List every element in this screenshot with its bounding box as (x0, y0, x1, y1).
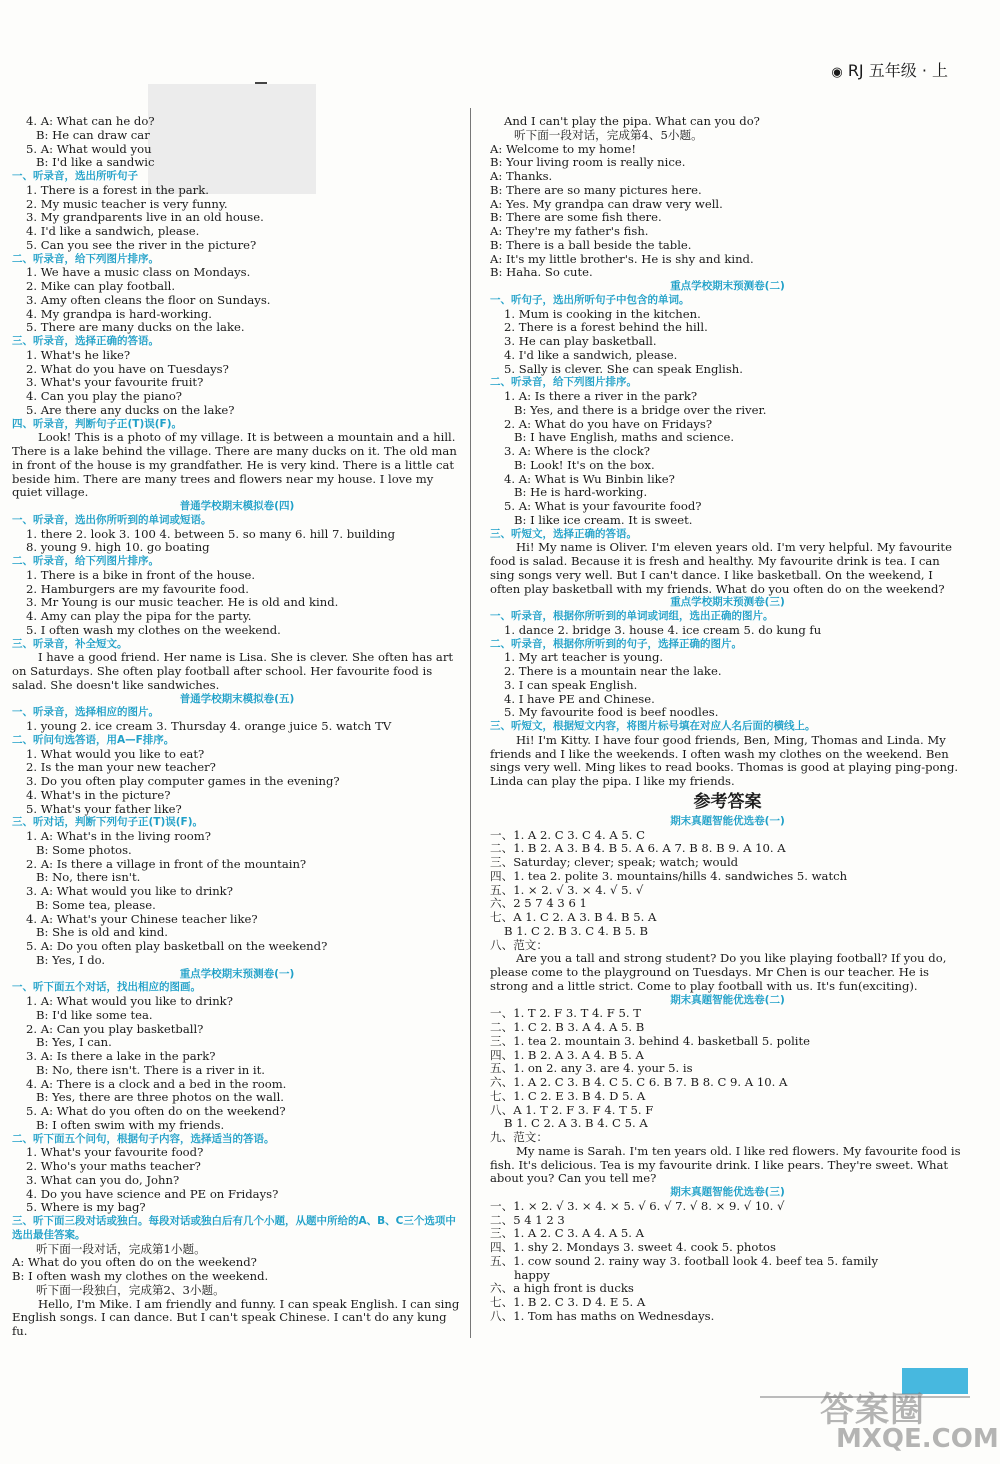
right-line: 一、听录音，根据你所听到的单词或词组，选出正确的图片。 (490, 610, 774, 622)
right-line: 期末真题智能优选卷(三) (670, 1186, 785, 1198)
left-line: 3. A: Is there a lake in the park? (26, 1050, 216, 1063)
left-line: 1. What's your favourite food? (26, 1146, 204, 1160)
left-line: 2. Is the man your new teacher? (26, 761, 216, 775)
right-line: Are you a tall and strong student? Do you like playing football? If you do, please come to the playground on Tuesdays. Mr Chen is our teacher. He is strong and a little strict. Come to play football with us. It's fun(exciting). (490, 952, 947, 993)
right-line: And I can't play the pipa. What can you do? (504, 115, 760, 128)
right-line: Hi! My name is Oliver. I'm eleven years old. I'm very helpful. My favourite food is salad. Because it is fresh and healthy. My favourite drink is tea. I can sing songs very well. But I can't dance. I like basketball. On the weekend, I often play basketball with my friends. What do you often do on the weekend? (490, 541, 952, 596)
right-line: 七、A 1. C 2. A 3. B 4. B 5. A (490, 911, 657, 924)
right-line: happy (514, 1268, 550, 1282)
left-line: 3. Do you often play computer games in the evening? (26, 775, 340, 788)
left-line: 1. there 2. look 3. 100 4. between 5. so many 6. hill 7. building (26, 527, 396, 541)
left-line: B: Some tea, please. (36, 898, 156, 912)
right-line: 一、1. A 2. C 3. C 4. A 5. C (490, 828, 646, 842)
right-line: 2. There is a mountain near the lake. (504, 665, 722, 678)
left-line: 四、听录音，判断句子正(T)误(F)。 (12, 417, 183, 430)
left-line: 听下面一段独白，完成第2、3小题。 (36, 1283, 225, 1297)
right-line: 3. He can play basketball. (504, 335, 657, 348)
left-line: 三、听录音，补全短文。 (12, 637, 128, 650)
right-line: B: There are some fish there. (490, 211, 662, 225)
left-line: 三、听对话，判断下列句子正(T)误(F)。 (12, 816, 204, 829)
left-line: 4. A: What's your Chinese teacher like? (26, 912, 258, 926)
watermark-site: MXQE.COM (836, 1424, 999, 1454)
right-line: B 1. C 2. A 3. B 4. C 5. A (504, 1117, 648, 1131)
right-line: 4. A: What is Wu Binbin like? (504, 472, 675, 486)
right-line: 期末真题智能优选卷(二) (670, 993, 785, 1006)
left-line: 3. A: What would you like to drink? (26, 885, 233, 898)
left-line: 2. Mike can play football. (26, 280, 176, 293)
right-line: 六、a high front is ducks (490, 1282, 634, 1296)
left-line: 二、听下面五个问句，根据句子内容，选择适当的答语。 (12, 1132, 275, 1145)
left-line: 4. Can you play the piano? (26, 390, 183, 403)
right-line: A: Thanks. (490, 170, 553, 183)
right-line: 三、1. tea 2. mountain 3. behind 4. basketball 5. polite (490, 1034, 811, 1048)
right-line: 1. A: Is there a river in the park? (504, 390, 698, 403)
watermark-logo: 答案圈 (820, 1390, 925, 1430)
right-line: 3. I can speak English. (504, 678, 638, 692)
left-line: 三、听下面三段对话或独白。每段对话或独白后有几个小题，从题中所给的A、B、C三个选项中选出最佳答案。 (12, 1215, 456, 1241)
left-line: 5. A: What would you (26, 142, 152, 156)
left-line: B: I'd like a sandwic (36, 156, 155, 170)
left-line: 5. There are many ducks on the lake. (26, 321, 245, 335)
left-line: 三、听录音，选择正确的答语。 (12, 335, 159, 347)
left-line: 2. My music teacher is very funny. (26, 197, 228, 211)
right-line: 重点学校期末预测卷(二) (670, 280, 785, 292)
column-divider (470, 108, 471, 1338)
right-line: 八、1. Tom has maths on Wednesdays. (490, 1309, 715, 1323)
left-line: 5. Are there any ducks on the lake? (26, 403, 235, 417)
left-line: 2. What do you have on Tuesdays? (26, 362, 229, 376)
right-line: 四、1. B 2. A 3. A 4. B 5. A (490, 1048, 644, 1062)
left-line: 4. I'd like a sandwich, please. (26, 225, 200, 238)
left-line: 1. young 2. ice cream 3. Thursday 4. orange juice 5. watch TV (26, 720, 392, 733)
left-line: 一、听录音，选择相应的图片。 (12, 706, 159, 719)
right-line: B: Yes, and there is a bridge over the river. (514, 403, 767, 417)
right-line: 5. My favourite food is beef noodles. (504, 706, 719, 720)
right-line: 五、1. on 2. any 3. are 4. your 5. is (490, 1062, 693, 1076)
left-line: A: What do you often do on the weekend? (12, 1256, 257, 1270)
left-line: 8. young 9. high 10. go boating (26, 541, 210, 555)
left-line: B: Yes, I do. (36, 953, 106, 967)
right-line: 五、1. cow sound 2. rainy way 3. football look 4. beef tea 5. family (490, 1254, 879, 1268)
right-line: 3. A: Where is the clock? (504, 445, 650, 458)
right-line: 1. Mum is cooking in the kitchen. (504, 307, 701, 321)
left-line: B: I often wash my clothes on the weekend. (12, 1270, 269, 1283)
right-line: 一、1. T 2. F 3. T 4. F 5. T (490, 1007, 641, 1021)
left-line: B: I often swim with my friends. (36, 1118, 225, 1132)
left-line: 二、听录音，给下列图片排序。 (12, 555, 159, 567)
left-line: 一、听录音，选出你所听到的单词或短语。 (12, 513, 212, 526)
left-line: 1. We have a music class on Mondays. (26, 266, 251, 280)
right-line: 一、1. × 2. √ 3. × 4. × 5. √ 6. √ 7. √ 8. × 9. √ 10. √ (490, 1199, 785, 1213)
left-line: B: No, there isn't. There is a river in it. (36, 1063, 265, 1077)
right-line: 八、A 1. T 2. F 3. F 4. T 5. F (490, 1103, 654, 1117)
left-line: 5. Can you see the river in the picture? (26, 238, 257, 252)
right-line: B: There are so many pictures here. (490, 183, 702, 197)
right-line: 六、2 5 7 4 3 6 1 (490, 897, 587, 911)
left-line: 1. A: What would you like to drink? (26, 995, 233, 1008)
left-line: Hello, I'm Mike. I am friendly and funny. I can speak English. I can sing English songs. I can dance. But I can't speak Chinese. I can't do any kung fu. (12, 1297, 460, 1338)
right-line: B: There is a ball beside the table. (490, 238, 692, 252)
right-line: B: Your living room is really nice. (490, 156, 686, 170)
left-line: 2. A: Is there a village in front of the mountain? (26, 857, 307, 871)
right-line: 期末真题智能优选卷(一) (670, 814, 785, 827)
left-line: 1. A: What's in the living room? (26, 830, 211, 843)
right-line: 三、听短文，根据短文内容，将图片标号填在对应人名后面的横线上。 (490, 720, 816, 732)
right-line: B 1. C 2. B 3. C 4. B 5. B (504, 924, 648, 938)
right-line: B: Look! It's on the box. (514, 458, 655, 472)
left-line: 普通学校期末模拟卷(五) (179, 692, 295, 705)
left-line: 一、听下面五个对话，找出相应的图画。 (12, 981, 201, 994)
left-line: B: Some photos. (36, 843, 132, 857)
left-line: B: Yes, there are three photos on the wall. (36, 1091, 284, 1105)
left-line: B: Yes, I can. (36, 1036, 112, 1050)
left-line: 一、听录音，选出所听句子 (12, 170, 138, 182)
page-header (831, 58, 948, 81)
left-line: 5. I often wash my clothes on the weekend. (26, 623, 281, 637)
right-line: 5. Sally is clever. She can speak English. (504, 362, 743, 376)
left-line: 3. Mr Young is our music teacher. He is old and kind. (26, 596, 339, 610)
left-line: 1. There is a forest in the park. (26, 183, 209, 197)
right-line: 2. There is a forest behind the hill. (504, 321, 708, 335)
right-line: 重点学校期末预测卷(三) (670, 596, 785, 609)
left-line: 3. What's your favourite fruit? (26, 376, 204, 390)
right-line: 4. I'd like a sandwich, please. (504, 348, 678, 362)
right-line: 六、1. A 2. C 3. B 4. C 5. C 6. B 7. B 8. C 9. A 10. A (490, 1076, 788, 1089)
right-line: B: I have English, maths and science. (514, 431, 735, 445)
right-line: A: It's my little brother's. He is shy and kind. (490, 252, 754, 266)
header-grade-label: RJ 五年级 · 上 (847, 61, 948, 80)
right-line: 参考答案 (693, 791, 762, 812)
left-column (12, 115, 462, 1339)
right-line: 三、1. A 2. C 3. A 4. A 5. A (490, 1227, 645, 1241)
right-line: B: Haha. So cute. (490, 266, 593, 280)
right-line: 九、范文： (490, 1131, 548, 1144)
left-line: 5. What's your father like? (26, 802, 182, 816)
left-line: 5. A: What do you often do on the weekend? (26, 1105, 286, 1118)
left-line: 3. Amy often cleans the floor on Sundays. (26, 293, 271, 307)
left-line: 二、听问句选答语，用A—F排序。 (12, 733, 175, 746)
left-line: 1. There is a bike in front of the house. (26, 568, 256, 582)
right-line: A: Yes. My grandpa can draw very well. (490, 197, 723, 211)
left-line: 2. A: Can you play basketball? (26, 1022, 204, 1036)
right-line: 二、1. C 2. B 3. A 4. A 5. B (490, 1021, 645, 1034)
right-line: 二、听录音，根据你所听到的句子，选择正确的图片。 (490, 637, 742, 650)
right-line: A: Welcome to my home! (490, 142, 637, 156)
left-line: 3. My grandparents live in an old house. (26, 211, 264, 225)
left-line: 4. A: There is a clock and a bed in the room. (26, 1077, 287, 1091)
left-line: 3. What can you do, John? (26, 1173, 180, 1187)
right-line: My name is Sarah. I'm ten years old. I like red flowers. My favourite food is fish. It's delicious. Tea is my favourite drink. I like pears. They're sweet. What about you? Can you tell me? (490, 1144, 961, 1186)
left-line: 二、听录音，给下列图片排序。 (12, 252, 159, 265)
left-line: 1. What's he like? (26, 348, 131, 362)
right-line: 五、1. × 2. √ 3. × 4. √ 5. √ (490, 883, 644, 897)
left-line: B: She is old and kind. (36, 926, 168, 940)
right-line: 四、1. shy 2. Mondays 3. sweet 4. cook 5. photos (490, 1241, 776, 1254)
right-column (490, 115, 965, 1324)
right-line: 二、5 4 1 2 3 (490, 1213, 565, 1227)
right-line: Hi! I'm Kitty. I have four good friends, Ben, Ming, Thomas and Linda. My friends and I like the weekends. I often wash my clothes on the weekend. Ben sings very well. Ming likes to read books. Thomas is good at playing ping-pong. Linda can play the pipa. I like my friends. (490, 733, 959, 788)
right-line: 七、1. B 2. C 3. D 4. E 5. A (490, 1296, 646, 1309)
left-line: B: No, there isn't. (36, 871, 141, 885)
right-line: 1. My art teacher is young. (504, 651, 664, 665)
right-line: 1. dance 2. bridge 3. house 4. ice cream 5. do kung fu (504, 623, 822, 637)
left-line: 4. What's in the picture? (26, 788, 171, 802)
left-line: 2. Hamburgers are my favourite food. (26, 582, 249, 596)
left-line: 2. Who's your maths teacher? (26, 1160, 201, 1173)
left-line: 重点学校期末预测卷(一) (179, 967, 295, 980)
left-line: B: I'd like some tea. (36, 1008, 153, 1022)
right-line: 三、听短文，选择正确的答语。 (490, 527, 637, 540)
right-line: 2. A: What do you have on Fridays? (504, 417, 713, 431)
left-line: I have a good friend. Her name is Lisa. She is clever. She often has art on Saturdays. She often play football after school. Her favourite food is salad. She doesn't like sandwiches. (12, 651, 454, 692)
left-line: 4. Amy can play the pipa for the party. (26, 610, 252, 623)
right-line: 四、1. tea 2. polite 3. mountains/hills 4. sandwiches 5. watch (490, 869, 848, 883)
left-line: Look! This is a photo of my village. It is between a mountain and a hill. There is a lake behind the village. There are many ducks on it. The old man in front of the house is my grandfather. He is very kind. There is a little cat beside him. There are many trees and flowers near my house. I love my quiet village. (12, 431, 457, 500)
left-line: 普通学校期末模拟卷(四) (179, 500, 295, 512)
right-line: 4. I have PE and Chinese. (504, 692, 655, 706)
right-line: 二、听录音，给下列图片排序。 (490, 376, 637, 389)
left-line: 4. My grandpa is hard-working. (26, 307, 212, 321)
header-mark: ◉ (831, 65, 843, 80)
right-line: 一、听句子，选出所听句子中包含的单词。 (490, 293, 690, 306)
left-line: B: He can draw car (36, 128, 150, 142)
left-line: 4. Do you have science and PE on Fridays? (26, 1187, 279, 1201)
right-line: A: They're my father's fish. (490, 225, 649, 238)
right-line: 5. A: What is your favourite food? (504, 500, 702, 513)
right-line: B: I like ice cream. It is sweet. (514, 513, 693, 527)
right-line: 八、范文： (490, 938, 548, 952)
left-line: 5. A: Do you often play basketball on the weekend? (26, 940, 328, 953)
left-line: 听下面一段对话，完成第1小题。 (36, 1242, 206, 1256)
right-line: 二、1. B 2. A 3. B 4. B 5. A 6. A 7. B 8. B 9. A 10. A (490, 842, 786, 856)
right-line: B: He is hard-working. (514, 486, 648, 500)
left-line: 1. What would you like to eat? (26, 747, 205, 761)
left-line: 5. Where is my bag? (26, 1201, 146, 1215)
right-line: 七、1. C 2. E 3. B 4. D 5. A (490, 1089, 646, 1103)
left-line: 4. A: What can he do? (26, 115, 155, 128)
right-line: 三、Saturday; clever; speak; watch; would (490, 856, 739, 869)
right-line: 听下面一段对话，完成第4、5小题。 (514, 128, 703, 142)
